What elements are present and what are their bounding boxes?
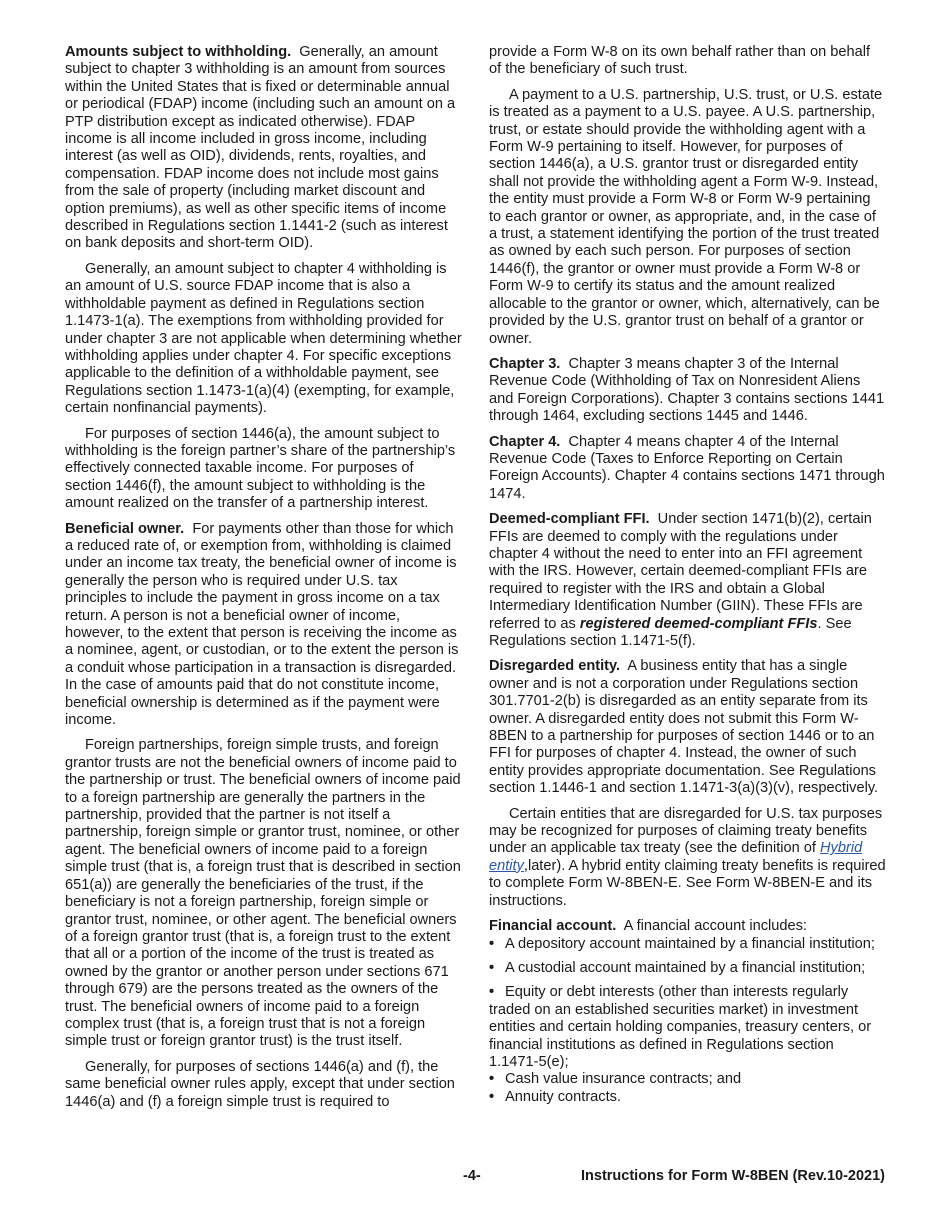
list-item-text: A depository account maintained by a financial institution; [505, 935, 875, 952]
term-beneficial-owner: Beneficial owner. [65, 520, 185, 537]
term-amounts-subject: Amounts subject to withholding. [65, 44, 292, 60]
hybrid-text-start: Certain entities that are disregarded for U.S. tax purposes may be recognized for purposes of claiming treaty benefits under an applicable tax treaty (see the definition of [489, 805, 883, 857]
list-item [489, 1071, 886, 1088]
bullet-icon: • [489, 959, 495, 976]
list-item-text: Cash value insurance contracts; and [505, 1071, 742, 1088]
disregarded-entity-paragraph [489, 658, 886, 797]
beneficial-owner-text: For payments other than those for which a reduced rate of, or exemption from, withholding is claimed under an income tax treaty, the beneficial owner of income is generally the person who is required under U.S. tax principles to include the payment in gross income on a tax return. A person is not a beneficial owner of income, however, to the extent that person is receiving the income as a nominee, agent, or custodian, or to the extent the person is a conduit whose participation in a transaction is disregarded. In the case of amounts paid that do not constitute income, beneficial ownership is determined as if the payment were income. [65, 520, 459, 729]
form-title: Instructions for Form W-8BEN (Rev.10-2021) [581, 1168, 885, 1184]
term-chapter3: Chapter 3. [489, 355, 561, 372]
bullet-icon: • [489, 984, 495, 1001]
term-chapter4: Chapter 4. [489, 433, 561, 450]
financial-account-list [489, 936, 886, 1107]
left-column [65, 44, 462, 1111]
term-disregarded-entity: Disregarded entity. [489, 658, 621, 675]
hybrid-entity-link[interactable]: Hybrid entity [489, 840, 863, 874]
disregarded-entity-text: A business entity that has a single owner and is not a corporation under Regulations section 301.7701-2(b) is disregarded as an entity separate from its owner. A disregarded entity does not submit this Form W-8BEN to a partnership for purposes of section 1446 or to an FFI for purposes of chapter 4. Instead, the owner of such entity provides appropriate documentation. See Regulations section 1.1446-1 and section 1.1471-3(a)(3)(v), respectively. [489, 658, 879, 797]
us-partnership-paragraph: A payment to a U.S. partnership, U.S. trust, or U.S. estate is treated as a payment to a U.S. payee. A U.S. partnership, trust, or estate should provide the withholding agent with a Form W-9 pertaining to itself. However, for purposes of section 1446(a), a U.S. grantor trust or disregarded entity shall not provide the withholding agent a Form W-9. Instead, the entity must provide a Form W-8 or Form W-9 pertaining to each grantor or owner, as appropriate, and, in the case of a trust, a statement identifying the portion of the trust treated as owned by each such person. For purposes of section 1446(f), the grantor or owner must provide a Form W-8 or Form W-9 to certify its status and the amount realized allocable to the grantor or owner, which, alternatively, can be provided by the U.S. grantor trust on behalf of a grantor or owner. [489, 86, 883, 347]
amounts-subject-text: Generally, an amount subject to chapter 3 withholding is an amount from sources within the United States that is fixed or determinable annual or periodical (FDAP) income (including such an amount on a PTP distribution except as indicated otherwise). FDAP income is all income included in gross income, including interest (as well as OID), dividends, rents, royalties, and compensation. FDAP income does not include most gains from the sale of property (including market discount and option premiums), as well as other specific items of income described in Regulations section 1.1441-2 (such as interest on bank deposits and short-term OID). [65, 44, 456, 252]
deemed-compliant-text: Under section 1471(b)(2), certain FFIs are deemed to comply with the regulations under chapter 4 without the need to enter into an FFI agreement with the IRS. However, certain deemed-compliant FFIs are required to register with the IRS and obtain a Global Intermediary Identification Number (GIIN). These FFIs are referred to as [489, 511, 872, 632]
chapter3-text: Chapter 3 means chapter 3 of the Internal Revenue Code (Withholding of Tax on Nonresident Aliens and Foreign Corporations). Chapter 3 contains sections 1441 through 1464, excluding sections 1445 and 1446. [489, 355, 885, 425]
list-item [489, 960, 886, 977]
term-deemed-compliant-ffi: Deemed-compliant FFI. [489, 511, 650, 528]
chapter3-paragraph [489, 356, 886, 426]
hybrid-entity-paragraph [489, 806, 886, 910]
deemed-compliant-paragraph [489, 511, 886, 650]
amounts-1446-paragraph: For purposes of section 1446(a), the amount subject to withholding is the foreign partner’s share of the partnership’s effectively connected taxable income. For purposes of section 1446(f), the amount subject to withholding is the amount realized on the transfer of a partnership interest. [65, 425, 456, 512]
hybrid-text-end: ,later). A hybrid entity claiming treaty benefits is required to complete Form W-8BEN-E. See Form W-8BEN-E and its instructions. [489, 857, 886, 909]
beneficial-owner-paragraph [65, 521, 462, 730]
amounts-subject-paragraph [65, 44, 462, 253]
list-item [489, 1089, 886, 1106]
term-financial-account: Financial account. [489, 918, 617, 935]
deemed-compliant-text-end: . See Regulations section 1.1471-5(f). [489, 615, 852, 649]
financial-account-text: A financial account includes: [623, 918, 807, 935]
continued-paragraph: provide a Form W-8 on its own behalf rather than on behalf of the beneficiary of such trust. [489, 44, 870, 78]
bullet-icon: • [489, 1071, 495, 1088]
chapter4-paragraph [489, 434, 886, 504]
registered-deemed-compliant-emphasis: registered deemed-compliant FFIs [579, 615, 818, 632]
page-number: -4- [463, 1168, 481, 1184]
list-item-text: Annuity contracts. [505, 1088, 621, 1105]
bullet-icon: • [489, 935, 495, 952]
right-column [489, 44, 886, 1106]
list-item [489, 936, 886, 953]
list-item-text: Equity or debt interests (other than interests regularly traded on an established securities market) in investment entities and certain holding companies, treasury centers, or financial institutions as defined in Regulations section 1.1471-5(e); [489, 984, 872, 1070]
list-item [489, 984, 886, 1071]
beneficial-1446-paragraph: Generally, for purposes of sections 1446(a) and (f), the same beneficial owner rules apply, except that under section 1446(a) and (f) a foreign simple trust is required to [65, 1058, 455, 1110]
financial-account-paragraph [489, 918, 886, 935]
chapter4-text: Chapter 4 means chapter 4 of the Internal Revenue Code (Taxes to Enforce Reporting on Certain Foreign Accounts). Chapter 4 contains sections 1471 through 1474. [489, 433, 885, 502]
list-item-text: A custodial account maintained by a financial institution; [505, 959, 866, 976]
amounts-chapter4-paragraph: Generally, an amount subject to chapter 4 withholding is an amount of U.S. source FDAP income that is also a withholdable payment as defined in Regulations section 1.1473-1(a). The exemptions from withholding provided for under chapter 3 are not applicable when determining whether withholding applies under chapter 4. For specific exceptions applicable to the definition of a withholdable payment, see Regulations section 1.1473-1(a)(4) (exempting, for example, certain nonfinancial payments). [65, 260, 462, 417]
foreign-partnerships-paragraph: Foreign partnerships, foreign simple trusts, and foreign grantor trusts are not the beneficial owners of income paid to the partnership or trust. The beneficial owners of income paid to a foreign partnership are generally the partners in the partnership, provided that the partner is not itself a partnership, foreign simple or grantor trust, nominee, or other agent. The beneficial owners of income paid to a foreign simple trust (that is, a foreign trust that is described in section 651(a)) are generally the beneficiaries of the trust, if the beneficiary is not a foreign partnership, foreign simple or grantor trust, nominee, or other agent. The beneficial owners of a foreign grantor trust (that is, a foreign trust to the extent that all or a portion of the income of the trust is treated as owned by the grantor or another person under sections 671 through 679) are the persons treated as the owners of the trust. The beneficial owners of income paid to a foreign complex trust (that is, a foreign trust that is not a foreign simple trust or foreign grantor trust) is the trust itself. [65, 737, 461, 1050]
bullet-icon: • [489, 1088, 495, 1105]
